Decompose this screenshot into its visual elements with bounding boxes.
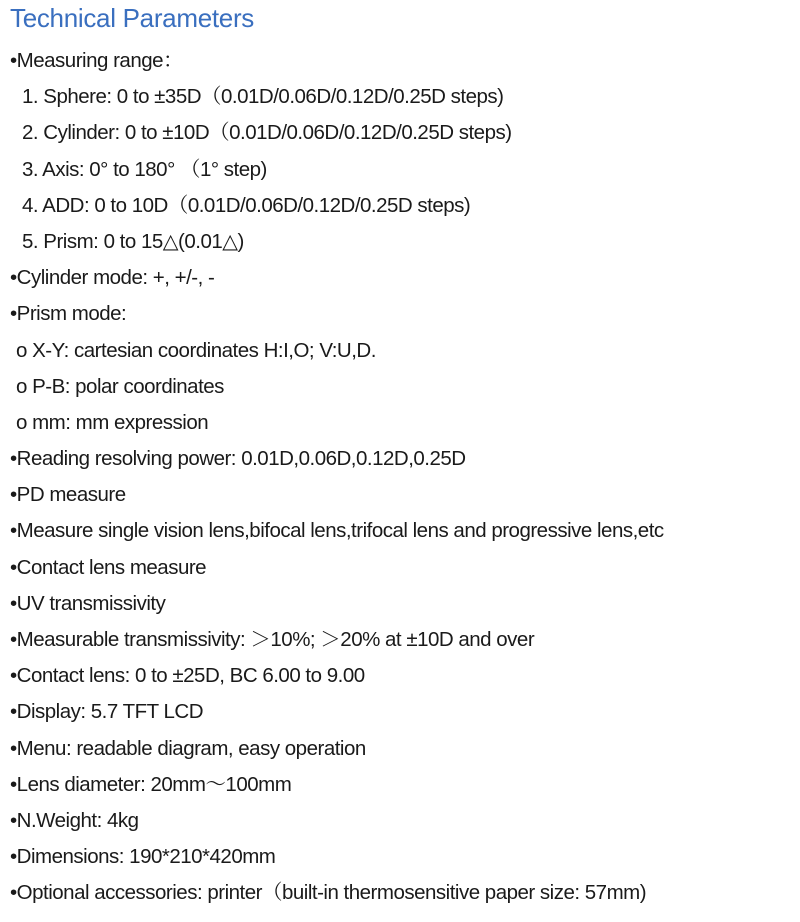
sub-item: o mm: mm expression bbox=[16, 410, 209, 434]
bullet-item: •Contact lens: 0 to ±25D, BC 6.00 to 9.00 bbox=[10, 664, 365, 688]
numbered-item: 1. Sphere: 0 to ±35D（0.01D/0.06D/0.12D/0.25D steps) bbox=[22, 85, 504, 109]
bullet-item: •Measurable transmissivity: ＞10%; ＞20% at ±10D and over bbox=[10, 628, 535, 651]
bullet-item: •Contact lens measure bbox=[10, 555, 207, 579]
numbered-item: 2. Cylinder: 0 to ±10D（0.01D/0.06D/0.12D/0.25D steps) bbox=[22, 121, 512, 145]
bullet-item: •PD measure bbox=[10, 483, 126, 507]
bullet-item: •N.Weight: 4kg bbox=[10, 808, 139, 832]
bullet-item: •Dimensions: 190*210*420mm bbox=[10, 845, 276, 869]
bullet-item: •Reading resolving power: 0.01D,0.06D,0.12D,0.25D bbox=[10, 447, 466, 471]
numbered-item: 5. Prism: 0 to 15△(0.01△) bbox=[22, 229, 244, 253]
page-title: Technical Parameters bbox=[10, 3, 254, 33]
bullet-item: •Optional accessories: printer（built-in thermosensitive paper size: 57mm) bbox=[10, 881, 647, 905]
bullet-item: •Cylinder mode: +, +/-, - bbox=[10, 266, 215, 290]
bullet-item: •Prism mode: bbox=[10, 302, 127, 326]
sub-item: o P-B: polar coordinates bbox=[16, 374, 224, 398]
bullet-item: •Measuring range： bbox=[10, 49, 184, 72]
bullet-item: •Menu: readable diagram, easy operation bbox=[10, 736, 366, 760]
bullet-item: •Display: 5.7 TFT LCD bbox=[10, 700, 204, 724]
bullet-item: •Measure single vision lens,bifocal lens,trifocal lens and progressive lens,etc bbox=[10, 519, 664, 543]
parameter-list bbox=[0, 43, 800, 912]
numbered-item: 4. ADD: 0 to 10D（0.01D/0.06D/0.12D/0.25D steps) bbox=[22, 193, 471, 217]
sub-item: o X-Y: cartesian coordinates H:I,O; V:U,D. bbox=[16, 338, 376, 362]
numbered-item: 3. Axis: 0° to 180° （1° step) bbox=[22, 157, 267, 181]
bullet-item: •UV transmissivity bbox=[10, 591, 166, 615]
bullet-item: •Lens diameter: 20mm～100mm bbox=[10, 772, 292, 796]
